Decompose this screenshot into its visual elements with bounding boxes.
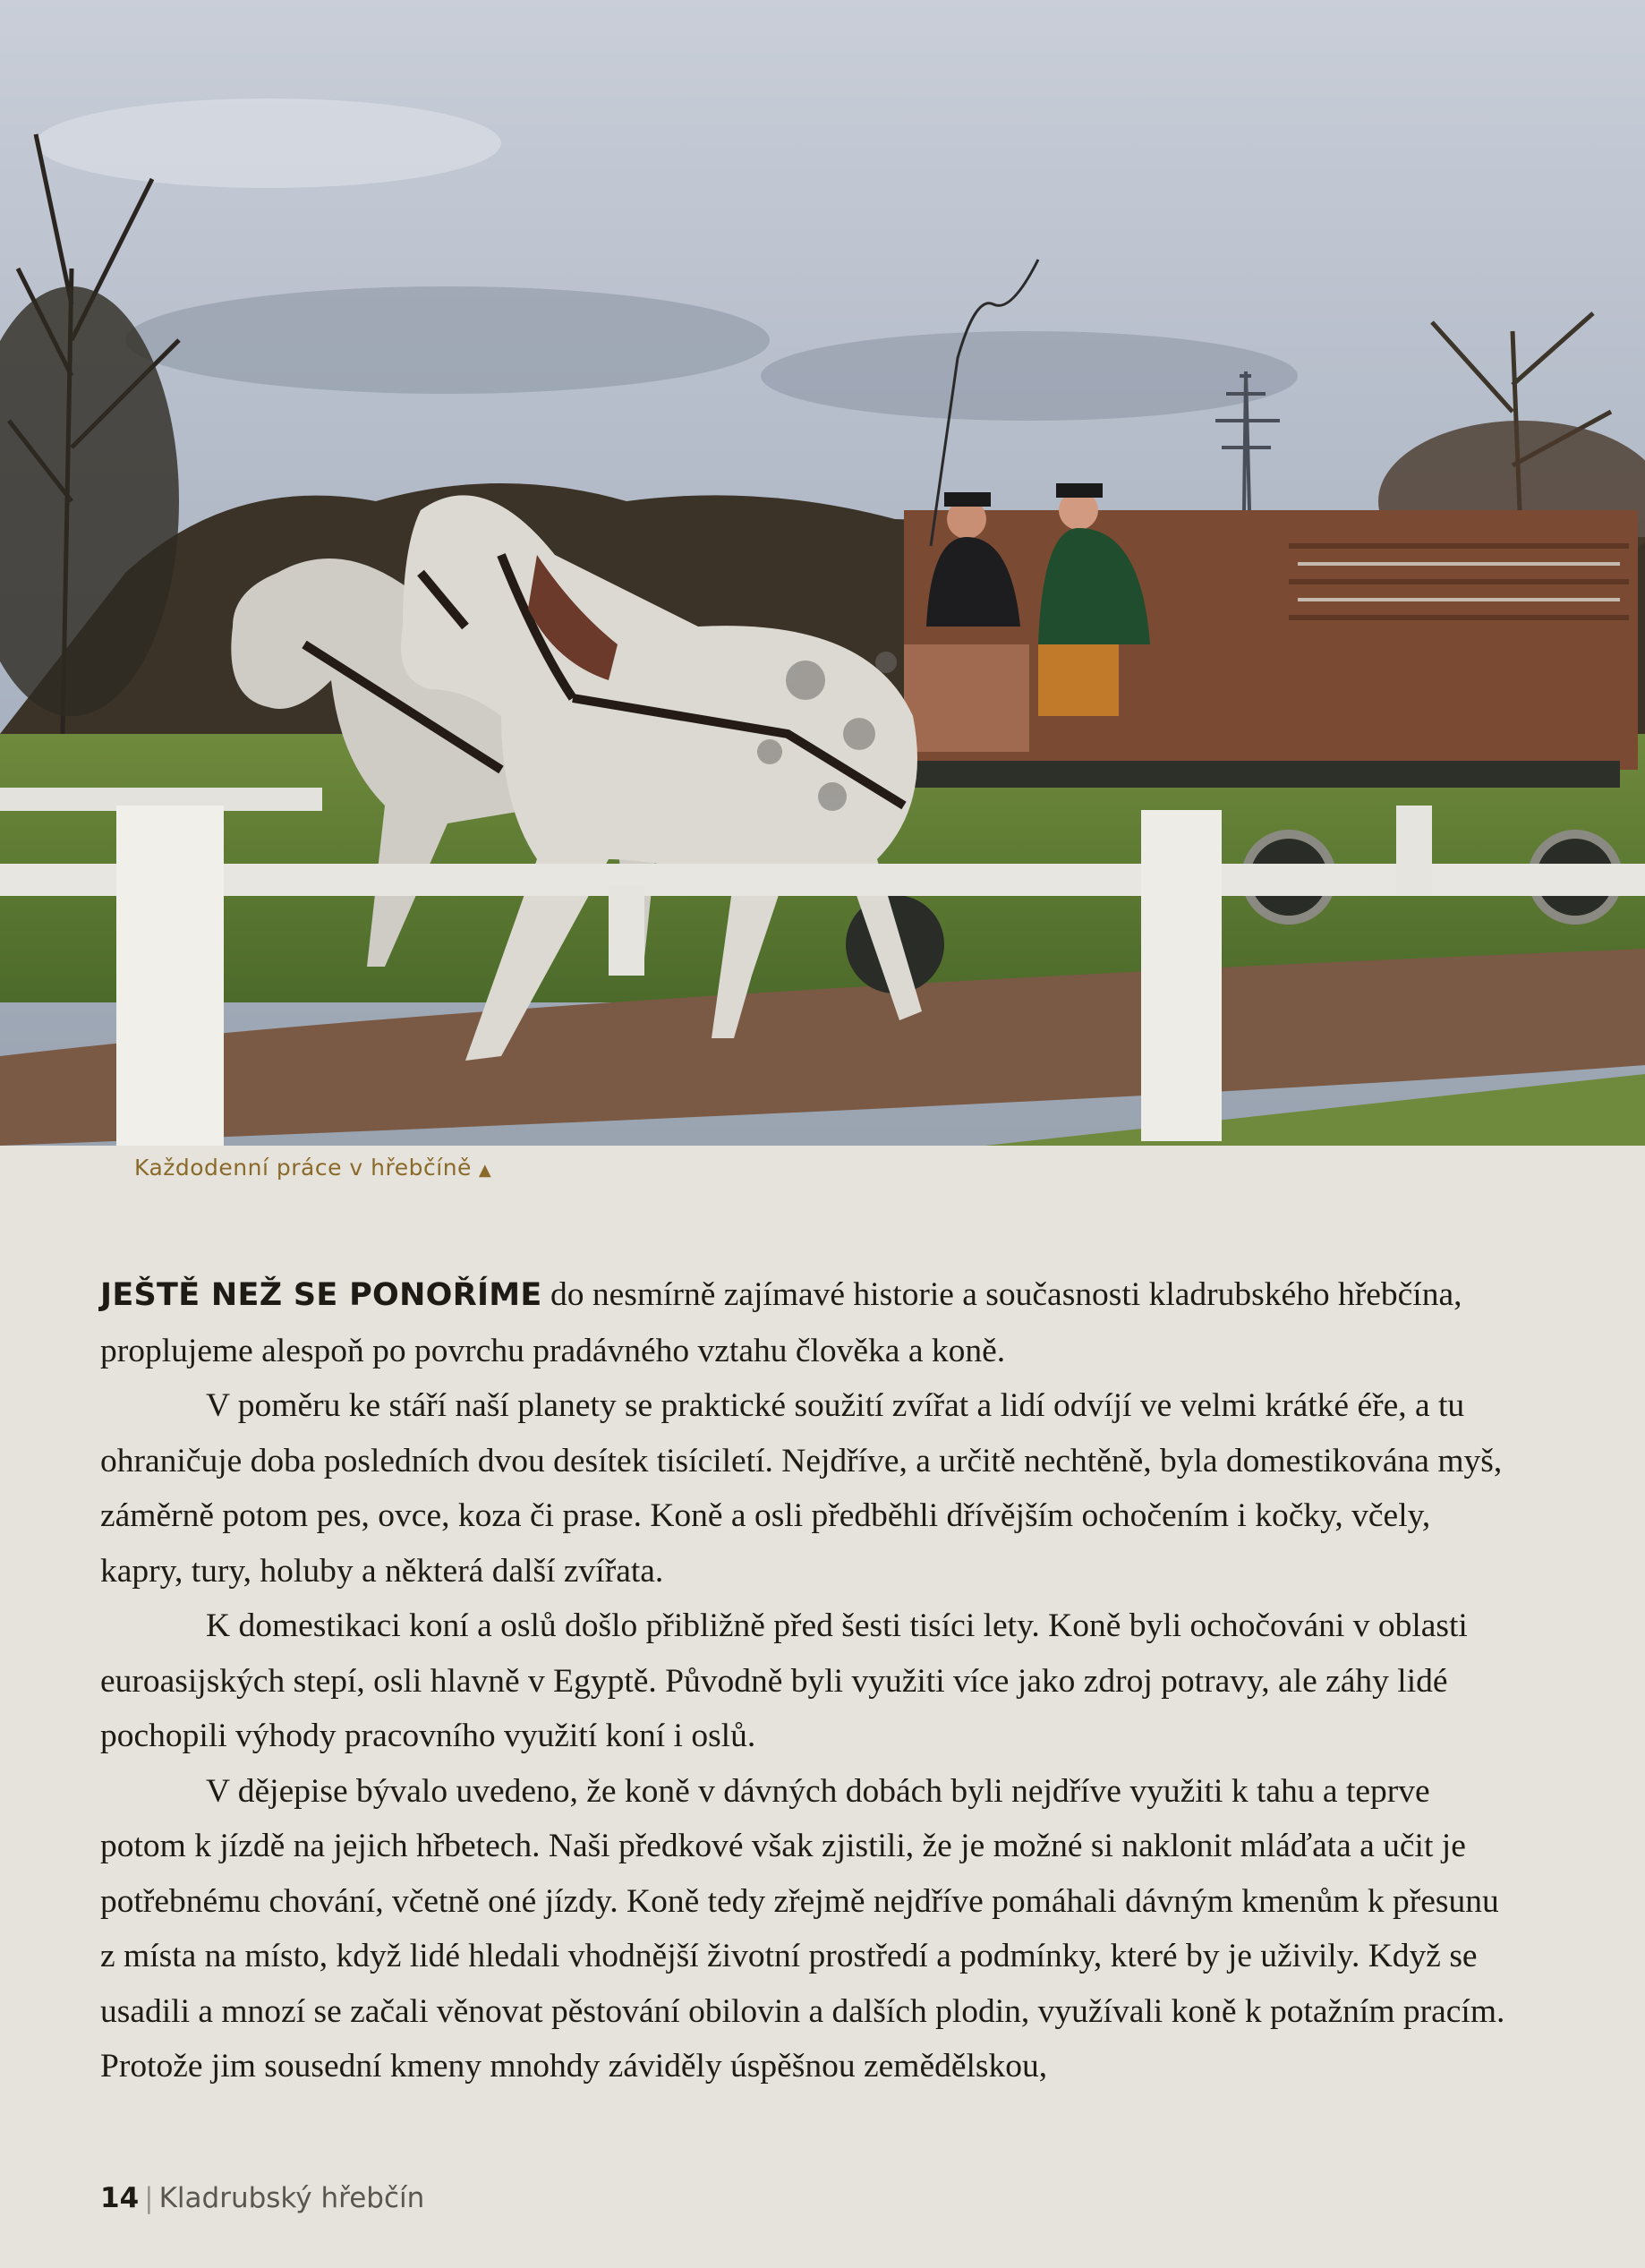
page-number: 14 xyxy=(100,2182,140,2214)
caption-text: Každodenní práce v hřebčíně xyxy=(134,1155,472,1181)
paragraph-lead xyxy=(100,1267,1505,1378)
book-title: Kladrubský hřebčín xyxy=(158,2182,425,2214)
photo-caption xyxy=(134,1155,491,1181)
paragraph-3: K domestikaci koní a oslů došlo přibližně před šesti tisíci lety. Koně byli ochočováni v oblasti euroasijských stepí, osli hlavně v Egyptě. Původně byli využiti více jako zdroj potravy, ale záhy lidé pochopili výhody pracovního využití koní i oslů. xyxy=(100,1607,1468,1754)
article-body xyxy=(100,1267,1505,2094)
lead-in: JEŠTĚ NEŽ SE PONOŘÍME xyxy=(100,1277,542,1313)
page-footer xyxy=(100,2182,424,2214)
paragraph-4: V dějepise bývalo uvedeno, že koně v dávných dobách byli nejdříve využiti k tahu a teprve potom k jízdě na jejich hřbetech. Naši předkové však zjistili, že je možné si naklonit mláďata a učit je potřebnému chování, včetně oné jízdy. Koně tedy zřejmě nejdříve pomáhali dávným kmenům k přesunu z místa na místo, když lidé hledali vhodnější životní prostředí a podmínky, které by je uživily. Když se usadili a mnozí se začali věnovat pěstování obilovin a dalších plodin, využívali koně k potažním pracím. Protože jim sousední kmeny mnohdy záviděly úspěšnou zemědělskou, xyxy=(100,1772,1505,2085)
triangle-up-icon: ▲ xyxy=(478,1161,492,1180)
lead-text: do nesmírně zajímavé historie a současnosti kladrubského hřebčína, proplujeme alespoň po povrchu pradávného vztahu člověka a koně. xyxy=(100,1276,1462,1369)
footer-separator: | xyxy=(144,2182,154,2214)
paragraph-2: V poměru ke stáří naší planety se praktické soužití zvířat a lidí odvíjí ve velmi krátké éře, a tu ohraničuje doba posledních dvou desítek tisíciletí. Nejdříve, a určitě nechtěně, byla domestikována myš, záměrně potom pes, ovce, koza či prase. Koně a osli předběhli dřívějším ochočením i kočky, včely, kapry, tury, holuby a některá další zvířata. xyxy=(100,1387,1503,1590)
